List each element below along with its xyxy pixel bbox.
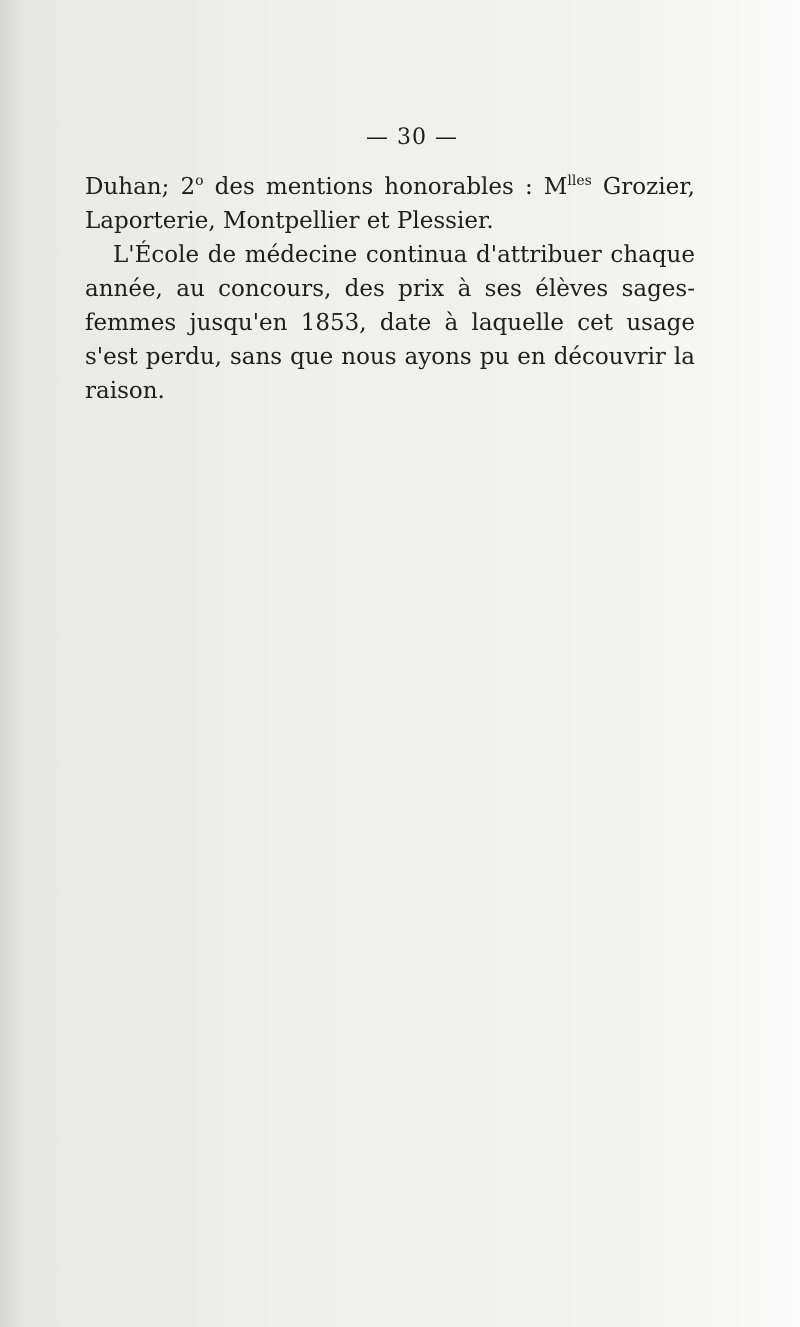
page-edge-shadow <box>0 0 26 1327</box>
page-number: — 30 — <box>366 125 458 150</box>
paragraph-text-end: Grozier, Laporterie, Montpellier et Plessier. <box>85 174 695 234</box>
paragraph-school-prizes: L'École de médecine continua d'attribuer chaque année, au concours, des prix à ses élèves sages-femmes jusqu'en 1853, date à laquelle cet usage s'est perdu, sans que nous ayons pu en découvrir la raison. <box>85 242 695 404</box>
ordinal-superscript: o <box>195 173 204 189</box>
paragraph-text-start: Duhan; 2 <box>85 174 196 200</box>
body-text <box>85 170 695 408</box>
title-superscript: lles <box>567 173 592 189</box>
paragraph-text-middle: des mentions honorables : M <box>203 174 568 200</box>
paragraph-prize-list <box>85 170 695 238</box>
